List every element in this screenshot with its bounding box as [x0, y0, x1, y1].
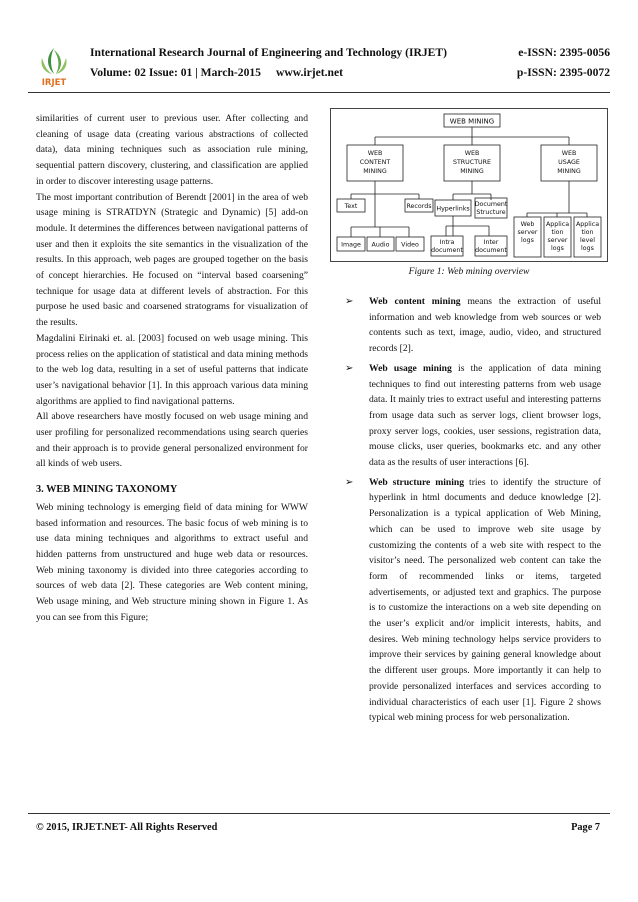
journal-header [28, 42, 610, 90]
journal-title: International Research Journal of Engineering and Technology (IRJET) [90, 46, 447, 59]
fig-inter-label: document [475, 247, 507, 254]
pissn: p-ISSN: 2395-0072 [516, 66, 610, 79]
fig-appserver-label: server [547, 237, 568, 244]
logo-text: IRJET [41, 78, 67, 88]
arrow-bullet-icon: ➢ [345, 296, 354, 307]
fig-structure-label: WEB [464, 150, 480, 157]
fig-usage-label: MINING [557, 168, 581, 175]
fig-intra-label: document [431, 247, 463, 254]
fig-appserver-label: Applica [545, 221, 570, 228]
fig-root-label: WEB MINING [449, 117, 495, 126]
bullet-text: tries to identify the structure of hyperlink in html documents and deduce knowledge [2]. Personalization is a typical application of Web Mining, which can be used to improve web site usage by customizing the contents of a web site with respect to the visitor’s need. The personalized web content can take the form of recommended links or items, targeted advertisements, or adjusted text and graphics. The purpose is to customize the interactions on a web site depending on the user’s explicit and/or implicit interests, habits, and desires. Web mining technology helps service providers to improve their services by gaining general knowledge about the different user groups. More importantly it can help to provide personalized interfaces and services according to individual characteristics of each user [1]. Figure 2 shows typical web mining process for web personalization. [369, 476, 601, 724]
eissn: e-ISSN: 2395-0056 [518, 46, 610, 59]
paragraph: The most important contribution of Berendt [2001] in the area of web usage mining is STRATDYN (Strategic and Dynamic) [5] add-on module. It determines the differences between navigational patterns of user and then it exploits the site semantics in the visualization of the results. In this approach, web pages are grouped together on the basis of concept hierarchies. He focused on “interval based coarsening” technique for usage data at different levels of abstraction. For this purpose he used basic and coarsened stratograms for visualization of the results. [36, 191, 308, 329]
fig-video-label: Video [401, 241, 419, 249]
page-number: Page 7 [571, 822, 600, 833]
fig-content-label: MINING [363, 168, 387, 175]
arrow-bullet-icon: ➢ [345, 476, 354, 488]
fig-webserver-label: server [517, 229, 538, 236]
footer-rule [28, 813, 610, 814]
fig-records-label: Records [406, 203, 432, 210]
bullet-term: Web content mining [369, 296, 461, 307]
figure-1 [330, 108, 608, 262]
volume-info: Volume: 02 Issue: 01 | March-2015 [90, 66, 261, 79]
arrow-bullet-icon: ➢ [345, 362, 354, 374]
fig-intra-label: Intra [439, 239, 455, 246]
fig-applevel-label: tion [581, 229, 594, 236]
header-rule [28, 92, 610, 93]
journal-url[interactable]: www.irjet.net [276, 66, 343, 79]
fig-appserver-label: logs [551, 245, 564, 252]
web-mining-diagram [331, 109, 607, 261]
list-item [345, 294, 601, 357]
fig-content-label: WEB [367, 150, 383, 157]
bullet-list [345, 294, 601, 730]
copyright: © 2015, IRJET.NET- All Rights Reserved [36, 822, 218, 833]
section-title: 3. WEB MINING TAXONOMY [36, 484, 178, 496]
fig-content-label: CONTENT [359, 159, 391, 166]
fig-text-label: Text [344, 203, 358, 210]
fig-inter-label: Inter [483, 239, 499, 246]
bullet-term: Web structure mining [369, 476, 465, 488]
list-item [345, 361, 601, 471]
list-item [345, 475, 601, 726]
fig-appserver-label: tion [551, 229, 564, 236]
paragraph: All above researchers have mostly focused on web usage mining and user profiling for personalized recommendations using search queries and their approach is to provide general personalized environment for all kinds of web users. [36, 411, 308, 470]
paragraph: Magdalini Eirinaki et. al. [2003] focused on web usage mining. This process relies on the application of statistical and data mining methods to the web log data, resulting in a set of useful patterns that indicate user’s navigational behavior [1]. In this approach various data mining algorithms are applied to find navigational patterns. [36, 332, 308, 407]
paragraph: similarities of current user to previous user. After collecting and cleaning of usage data (creating various abstractions of collected data), data mining techniques such as association rule mining, sequential pattern discovery, clustering, and classification are applied in order to discover interesting usage patterns. [36, 113, 308, 187]
fig-image-label: Image [341, 241, 361, 249]
fig-applevel-label: Applica [575, 221, 600, 228]
fig-webserver-label: Web [520, 221, 535, 228]
bullet-text: is the application of data mining techniques to find out interesting patterns from web usage data. It mainly tries to extract useful and interesting patterns from usage data such as server logs, client browser logs, proxy server logs, cookies, user sessions, registration data, mouse clicks, user queries, bookmarks etc. and any other data as the results of user interactions [6]. [369, 362, 601, 469]
fig-structure-label: STRUCTURE [452, 159, 492, 166]
bullet-term: Web usage mining [369, 362, 452, 374]
figure-caption: Figure 1: Web mining overview [408, 266, 530, 277]
fig-webserver-label: logs [521, 237, 534, 244]
fig-docstruct-label: Document [474, 201, 508, 208]
fig-usage-label: USAGE [558, 159, 580, 166]
left-column [36, 111, 308, 626]
fig-applevel-label: level [580, 237, 595, 244]
bullet-text: means the extraction of useful information and web knowledge from web sources or web contents such as text, image, audio, video, and structured records [2]. [369, 296, 602, 355]
fig-structure-label: MINING [460, 168, 484, 175]
irjet-logo [34, 44, 74, 88]
fig-applevel-label: logs [581, 245, 594, 252]
fig-usage-label: WEB [561, 150, 577, 157]
paragraph: Web mining technology is emerging field of data mining for WWW based information and resources. The basic focus of web mining is to use data mining techniques and algorithms to extract useful and hidden patterns from unstructured and huge web data or resources. Web mining taxonomy is divided into three categories according to sources of web data [2]. These categories are Web content mining, Web usage mining, and Web structure mining shown in Figure 1. As you can see from this Figure; [36, 501, 308, 623]
fig-hyperlinks-label: Hyperlinks [436, 205, 470, 213]
fig-docstruct-label: Structure [476, 209, 506, 216]
fig-audio-label: Audio [371, 241, 390, 249]
